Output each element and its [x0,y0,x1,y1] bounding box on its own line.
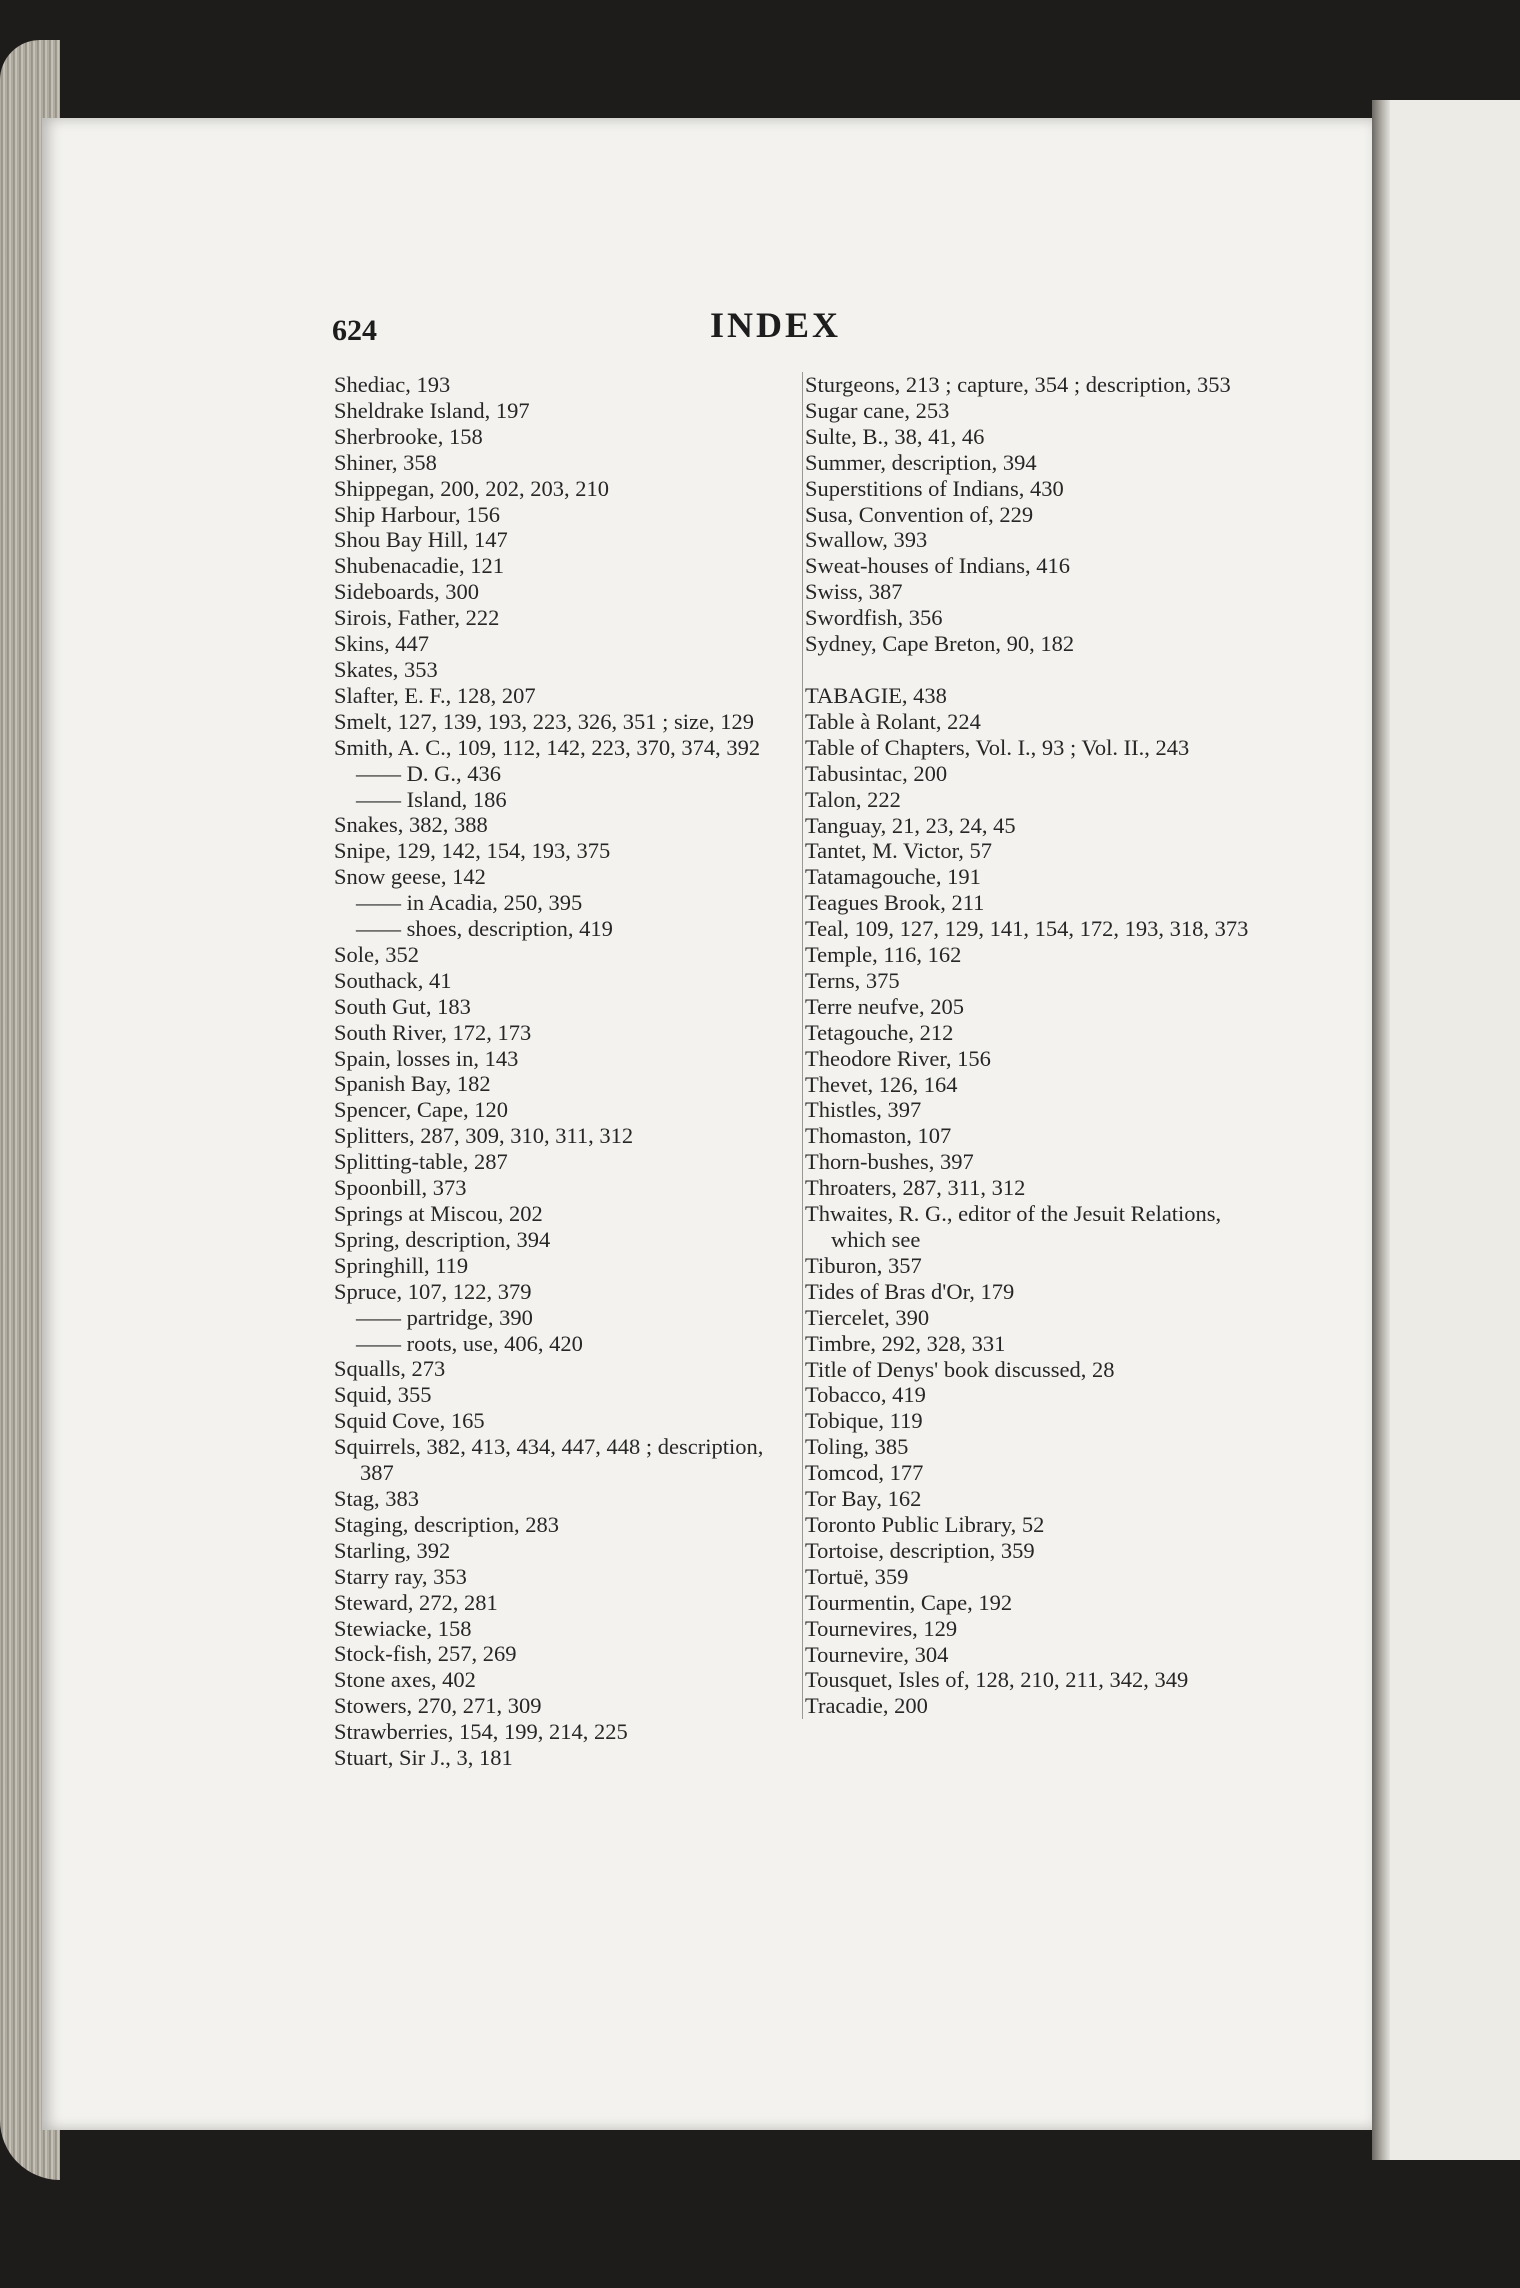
index-entry: Table à Rolant, 224 [805,708,981,734]
index-entry: Tortuë, 359 [805,1563,909,1589]
index-entry: Sulte, B., 38, 41, 46 [805,423,985,449]
index-entry: Tournevire, 304 [805,1641,949,1667]
index-entry: Tomcod, 177 [805,1460,924,1486]
section-gap [805,657,1260,683]
index-entry: —— Island, 186 [356,786,507,812]
index-entry: Thomaston, 107 [805,1123,952,1149]
index-entry: —— roots, use, 406, 420 [356,1330,583,1356]
index-entry: Thwaites, R. G., editor of the Jesuit Relations, which see [805,1201,1222,1252]
index-entry: Theodore River, 156 [805,1045,991,1071]
index-entry: Thorn-bushes, 397 [805,1149,974,1175]
index-entry: Tousquet, Isles of, 128, 210, 211, 342, 349 [805,1667,1189,1693]
index-entry: Tiercelet, 390 [805,1304,930,1330]
index-entry: Superstitions of Indians, 430 [805,475,1064,501]
index-entry: Thistles, 397 [805,1097,922,1123]
index-entry: Swiss, 387 [805,579,903,605]
index-entry: Stock-fish, 257, 269 [334,1641,517,1667]
index-entry: Spoonbill, 373 [334,1175,467,1201]
index-entry: Sheldrake Island, 197 [334,397,530,423]
index-entry: Tobacco, 419 [805,1382,926,1408]
index-entry: Stewiacke, 158 [334,1615,472,1641]
index-entry: Sideboards, 300 [334,579,479,605]
index-entry: Terns, 375 [805,967,900,993]
index-entry: Skins, 447 [334,631,430,657]
index-entry: Springhill, 119 [334,1252,469,1278]
index-entry: TABAGIE, 438 [805,682,947,708]
index-entry: Spruce, 107, 122, 379 [334,1278,532,1304]
index-entry: —— shoes, description, 419 [356,916,613,942]
index-entry: Thevet, 126, 164 [805,1071,958,1097]
facing-page [1372,100,1520,2160]
index-entry: Spain, losses in, 143 [334,1045,519,1071]
index-entry: Squirrels, 382, 413, 434, 447, 448 ; description, 387 [334,1434,764,1486]
index-entry: Teagues Brook, 211 [805,890,985,916]
index-entry: Spring, description, 394 [334,1226,551,1252]
index-entry: Southack, 41 [334,967,452,993]
index-entry: Strawberries, 154, 199, 214, 225 [334,1719,628,1745]
index-entry: Table of Chapters, Vol. I., 93 ; Vol. II., 243 [805,734,1190,760]
index-entry: Tracadie, 200 [805,1693,928,1719]
index-entry: Swallow, 393 [805,527,928,553]
index-entry: Smelt, 127, 139, 193, 223, 326, 351 ; size, 129 [334,708,754,734]
index-entry: Sole, 352 [334,941,420,967]
index-entry: Tiburon, 357 [805,1252,922,1278]
index-entry: Squalls, 273 [334,1356,446,1382]
page-number: 624 [332,314,377,347]
index-entry: Shou Bay Hill, 147 [334,527,508,553]
index-entry: Sherbrooke, 158 [334,423,483,449]
index-entry: Spanish Bay, 182 [334,1071,491,1097]
index-entry: Tantet, M. Victor, 57 [805,838,992,864]
index-entry: Snipe, 129, 142, 154, 193, 375 [334,838,611,864]
index-entry: Sydney, Cape Breton, 90, 182 [805,631,1075,657]
page-title: INDEX [710,305,842,345]
index-entry: Tetagouche, 212 [805,1019,954,1045]
index-entry: Springs at Miscou, 202 [334,1201,543,1226]
index-entry: Sturgeons, 213 ; capture, 354 ; description, 353 [805,372,1231,397]
index-entry: Smith, A. C., 109, 112, 142, 223, 370, 374, 392 [334,734,761,760]
index-entry: Shediac, 193 [334,372,451,397]
index-entry: Starry ray, 353 [334,1563,467,1589]
index-entry: —— partridge, 390 [356,1304,533,1330]
index-entry: Susa, Convention of, 229 [805,501,1034,527]
index-entry: —— in Acadia, 250, 395 [356,890,583,916]
index-column-right [802,372,1260,1719]
book-gutter [1372,100,1390,2160]
index-entry: Throaters, 287, 311, 312 [805,1175,1026,1201]
index-entry: Sirois, Father, 222 [334,605,500,631]
index-entry: Stag, 383 [334,1485,420,1511]
index-entry: Spencer, Cape, 120 [334,1097,509,1123]
index-entry: Sweat-houses of Indians, 416 [805,553,1070,579]
index-entry: Slafter, E. F., 128, 207 [334,682,536,708]
index-entry: Toling, 385 [805,1434,909,1460]
index-entry: Tanguay, 21, 23, 24, 45 [805,812,1016,838]
index-entry: South Gut, 183 [334,993,471,1019]
index-entry: Stowers, 270, 271, 309 [334,1693,542,1719]
index-entry: Squid Cove, 165 [334,1408,485,1434]
index-entry: Teal, 109, 127, 129, 141, 154, 172, 193, 318, 373 [805,916,1249,942]
index-entry: Shiner, 358 [334,449,437,475]
index-entry: Tourmentin, Cape, 192 [805,1589,1013,1615]
index-entry: Stuart, Sir J., 3, 181 [334,1745,513,1771]
index-entry: Splitting-table, 287 [334,1149,508,1175]
index-entry: Title of Denys' book discussed, 28 [805,1356,1115,1382]
index-entry: Timbre, 292, 328, 331 [805,1330,1006,1356]
index-entry: Squid, 355 [334,1382,432,1408]
index-entry: Staging, description, 283 [334,1511,559,1537]
index-entry: Tides of Bras d'Or, 179 [805,1278,1015,1304]
index-entry: Shippegan, 200, 202, 203, 210 [334,475,609,501]
index-entry: Swordfish, 356 [805,605,943,631]
index-entry: Tabusintac, 200 [805,760,948,786]
index-entry: Toronto Public Library, 52 [805,1511,1045,1537]
index-entry: Starling, 392 [334,1537,451,1563]
index-entry: Summer, description, 394 [805,449,1037,475]
index-entry: Shubenacadie, 121 [334,553,504,579]
index-entry: Tatamagouche, 191 [805,864,981,890]
index-entry: Snakes, 382, 388 [334,812,488,838]
index-entry: Tortoise, description, 359 [805,1537,1035,1563]
index-entry: Tournevires, 129 [805,1615,958,1641]
index-entry: Ship Harbour, 156 [334,501,500,527]
index-entry: —— D. G., 436 [356,760,501,786]
index-entry: Temple, 116, 162 [805,942,962,968]
index-entry: Tobique, 119 [805,1408,923,1434]
index-entry: Talon, 222 [805,786,901,812]
index-entry: Terre neufve, 205 [805,993,964,1019]
index-entry: Tor Bay, 162 [805,1486,922,1512]
index-entry: South River, 172, 173 [334,1019,532,1045]
index-entry: Snow geese, 142 [334,864,486,890]
index-column-left [334,372,794,1771]
index-entry: Stone axes, 402 [334,1667,476,1693]
index-entry: Steward, 272, 281 [334,1589,498,1615]
index-entry: Sugar cane, 253 [805,397,950,423]
index-entry: Skates, 353 [334,656,438,682]
index-entry: Splitters, 287, 309, 310, 311, 312 [334,1123,634,1149]
